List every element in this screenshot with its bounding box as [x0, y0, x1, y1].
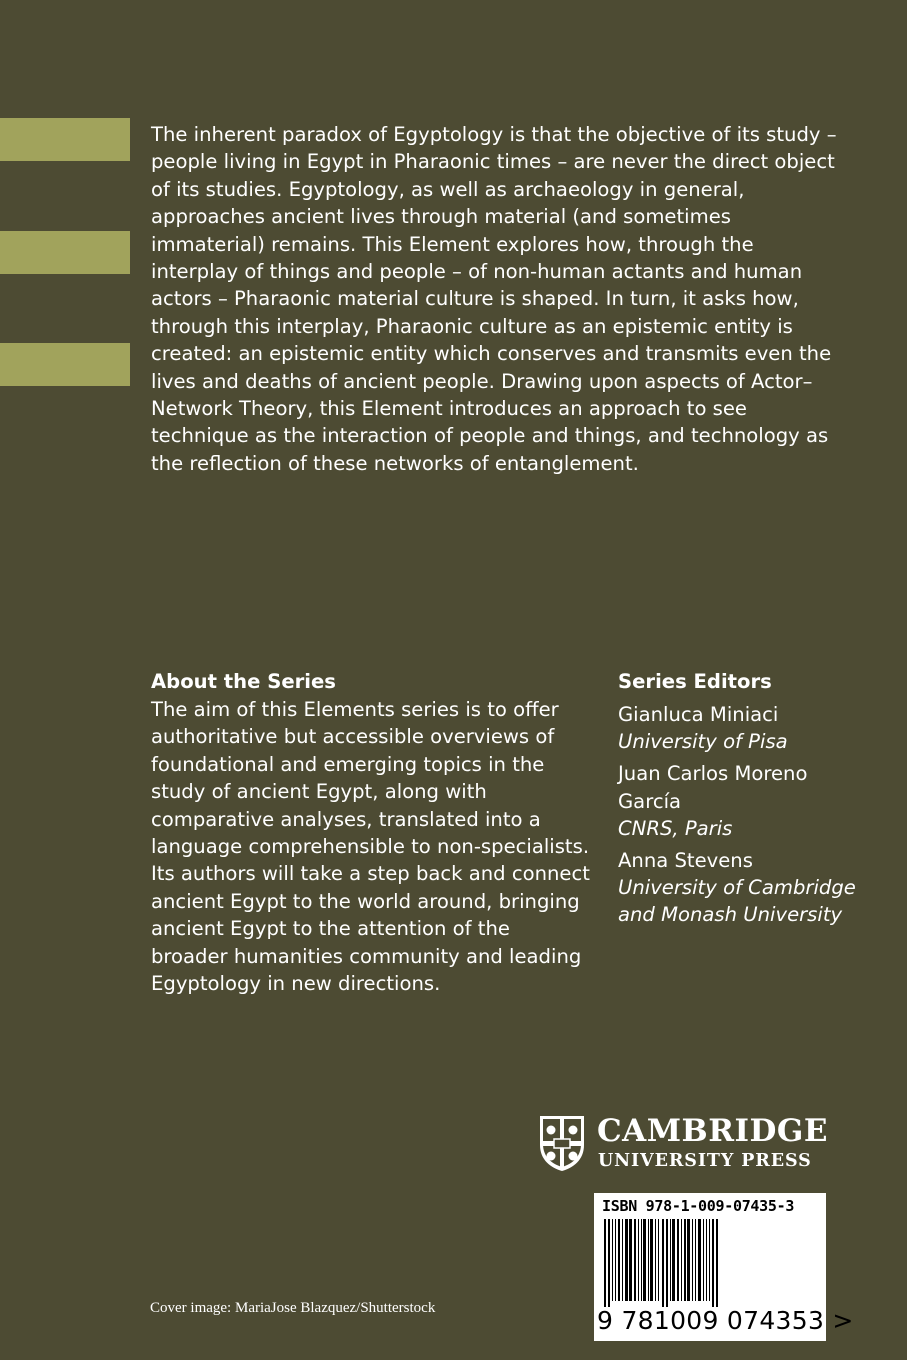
editor-name: Juan Carlos Moreno García: [618, 762, 808, 813]
series-editors-heading: Series Editors: [618, 670, 772, 693]
barcode-bar: [615, 1219, 616, 1301]
editor-affiliation: University of Cambridge and Monash University: [618, 876, 856, 927]
barcode-bar: [666, 1219, 668, 1307]
barcode-bars: [603, 1219, 817, 1307]
barcode-bar: [638, 1219, 639, 1301]
barcode-bar: [641, 1219, 642, 1301]
about-series-text: The aim of this Elements series is to offer authoritative but accessible overviews of foundational and emerging topics in the study of ancient Egypt, along with comparative analyses, translated into a language comprehensible to non-specialists. Its authors will take a step back and connect ancient Egypt to the world around, bringing ancient Egypt to the attention of the broader humanities community and leading Egyptology in new directions.: [151, 698, 590, 996]
barcode-bar: [670, 1219, 671, 1301]
barcode-bar: [695, 1219, 696, 1301]
barcode-bar: [648, 1219, 649, 1301]
editor-entry: [618, 760, 858, 842]
barcode-bar: [662, 1219, 664, 1307]
about-series: [151, 668, 591, 997]
barcode-bar: [629, 1219, 632, 1301]
editor-entry: [618, 847, 858, 929]
isbn-label: ISBN 978-1-009-07435-3: [602, 1197, 795, 1215]
editor-affiliation: CNRS, Paris: [618, 816, 733, 840]
barcode-bar: [608, 1219, 610, 1307]
accent-bar-middle: [0, 231, 130, 274]
series-editors: [618, 668, 858, 929]
barcode-bar: [634, 1219, 636, 1301]
barcode-bar: [643, 1219, 646, 1301]
editor-entry: [618, 701, 858, 755]
barcode-bar: [716, 1219, 718, 1307]
barcode-bar: [703, 1219, 704, 1301]
about-series-heading: About the Series: [151, 670, 336, 693]
barcode-bar: [684, 1219, 686, 1301]
cover-image-credit: Cover image: MariaJose Blazquez/Shutterstock: [150, 1300, 436, 1316]
publisher-subtitle: UNIVERSITY PRESS: [598, 1151, 812, 1171]
accent-bar-bottom: [0, 343, 130, 386]
publisher-logo: [537, 1113, 837, 1177]
barcode-bar: [687, 1219, 690, 1301]
editor-affiliation: University of Pisa: [618, 730, 788, 754]
editor-name: Gianluca Miniaci: [618, 703, 779, 726]
barcode-bar: [712, 1219, 714, 1307]
isbn-barcode: [594, 1193, 854, 1341]
barcode-bar: [625, 1219, 628, 1301]
university-crest-icon: [537, 1113, 587, 1173]
barcode-bar: [658, 1219, 659, 1301]
publisher-name: CAMBRIDGE: [597, 1113, 828, 1149]
editor-name: Anna Stevens: [618, 849, 753, 873]
barcode-bar: [655, 1219, 656, 1301]
barcode-bar: [672, 1219, 675, 1301]
barcode-bar: [681, 1219, 682, 1301]
barcode-bar: [692, 1219, 693, 1301]
barcode-bar: [618, 1219, 620, 1301]
barcode-bar: [612, 1219, 613, 1301]
barcode-number: 9 781009 074353 >: [597, 1306, 854, 1335]
barcode-bar: [622, 1219, 623, 1301]
barcode-bar: [709, 1219, 710, 1301]
barcode-bar: [677, 1219, 679, 1301]
barcode-bar: [650, 1219, 653, 1301]
barcode-bar: [604, 1219, 606, 1307]
book-blurb: The inherent paradox of Egyptology is that the objective of its study – people living in Egypt in Pharaonic times – are never the direct object of its studies. Egyptology, as well as archaeology in general, approaches ancient lives through material (and sometimes immaterial) remains. This Element explores how, through the interplay of things and people – of non-human actants and human actors – Pharaonic material culture is shaped. In turn, it asks how, through this interplay, Pharaonic culture as an epistemic entity is created: an epistemic entity which conserves and transmits even the lives and deaths of ancient people. Drawing upon aspects of Actor–Network Theory, this Element introduces an approach to see technique as the interaction of people and things, and technology as the reflection of these networks of entanglement.: [151, 123, 837, 475]
accent-bar-top: [0, 118, 130, 161]
barcode-bar: [698, 1219, 701, 1301]
barcode-bar: [706, 1219, 707, 1301]
